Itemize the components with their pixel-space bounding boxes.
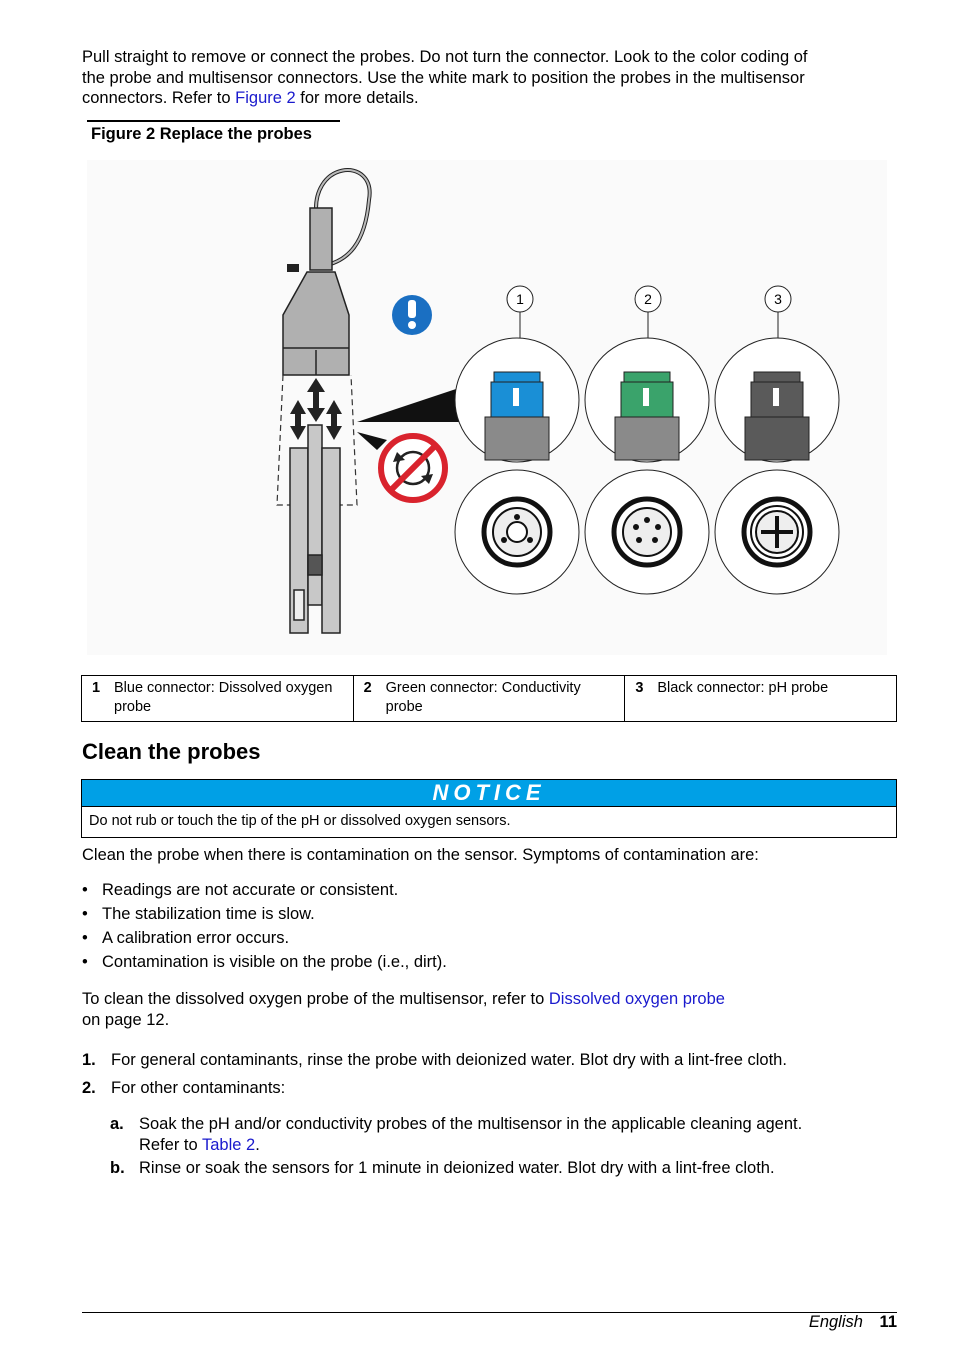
dissolved-oxygen-link[interactable]: Dissolved oxygen probe [548, 990, 725, 1008]
substep-letter: a. [110, 1115, 124, 1133]
do-ref-line-2: on page 12. [82, 1010, 170, 1029]
legend-cell-3 [625, 676, 897, 722]
sensor-stems [290, 425, 340, 633]
list-item-text: Readings are not accurate or consistent. [102, 881, 399, 899]
legend-text: Blue connector: Dissolved oxygen probe [114, 680, 333, 715]
step-text: For other contaminants: [111, 1079, 286, 1097]
table-2-link[interactable]: Table 2 [201, 1136, 256, 1154]
list-item-text: A calibration error occurs. [102, 929, 290, 947]
page-number: 11 [879, 1313, 897, 1331]
bullet-dot: • [82, 881, 88, 899]
do-reference-paragraph [82, 989, 725, 1030]
list-item [82, 880, 447, 904]
no-rotate-icon [381, 436, 445, 500]
legend-text: Green connector: Conductivity probe [385, 680, 581, 715]
page-footer [809, 1313, 897, 1332]
notice-text: Do not rub or touch the tip of the pH or dissolved oxygen sensors. [89, 813, 511, 829]
substep-ref-end: . [255, 1136, 260, 1154]
bullet-dot: • [82, 953, 88, 971]
symptoms-intro: Clean the probe when there is contamination on the sensor. Symptoms of contamination are: [82, 846, 759, 864]
substep-ref-text: Refer to [139, 1136, 202, 1154]
green-connector-side [585, 338, 709, 462]
list-item [82, 952, 447, 976]
intro-text: connectors. Refer to [82, 89, 236, 107]
footer-rule [82, 1312, 897, 1313]
figure-legend-table [81, 675, 897, 722]
intro-text-end: for more details. [295, 89, 419, 107]
probe-handle-upper [310, 208, 332, 270]
blue-connector-end [455, 470, 579, 594]
substep-text-1: Soak the pH and/or conductivity probes of the multisensor in the applicable cleaning agent. [139, 1115, 803, 1133]
legend-text: Black connector: pH probe [657, 680, 829, 696]
bullet-dot: • [82, 905, 88, 923]
step-text: For general contaminants, rinse the probe with deionized water. Blot dry with a lint-free cloth. [111, 1051, 787, 1069]
intro-line-3 [82, 88, 902, 109]
figure-rule [87, 120, 340, 122]
footer-language: English [808, 1313, 863, 1331]
list-item [82, 904, 447, 928]
bullet-dot: • [82, 929, 88, 947]
legend-num: 3 [635, 680, 644, 696]
do-ref-line-1 [82, 989, 725, 1010]
list-item-text: Contamination is visible on the probe (i.e., dirt). [102, 953, 447, 971]
zoom-wedge [357, 388, 459, 422]
legend-cell-2 [353, 676, 625, 722]
intro-paragraph [82, 47, 902, 109]
legend-num: 1 [92, 680, 101, 696]
figure-illustration [87, 160, 887, 655]
step-number: 2. [82, 1079, 96, 1097]
probe-clip [287, 264, 299, 272]
section-heading: Clean the probes [82, 739, 261, 764]
intro-line-1: Pull straight to remove or connect the probes. Do not turn the connector. Look to the color coding of [82, 48, 808, 66]
warning-exclamation-icon [392, 295, 432, 335]
step-number: 1. [82, 1051, 96, 1069]
notice-box [81, 779, 897, 838]
black-connector-end [715, 470, 839, 594]
substep-text: Rinse or soak the sensors for 1 minute in deionized water. Blot dry with a lint-free cloth. [139, 1159, 775, 1177]
substep-text-2 [139, 1135, 260, 1156]
green-connector-end [585, 470, 709, 594]
list-item [82, 928, 447, 952]
callout-label-1: 1 [516, 291, 524, 307]
substep-letter: b. [110, 1159, 125, 1177]
callout-label-3: 3 [774, 291, 782, 307]
list-item-text: The stabilization time is slow. [102, 905, 315, 923]
figure-caption: Figure 2 Replace the probes [91, 125, 312, 143]
notice-label: NOTICE [82, 780, 896, 807]
blue-connector-side [455, 338, 579, 462]
legend-cell-1 [82, 676, 354, 722]
figure-2-link[interactable]: Figure 2 [235, 89, 296, 107]
table-row [82, 676, 897, 722]
callout-label-2: 2 [644, 291, 652, 307]
zoom-wedge-small [357, 432, 387, 450]
replace-probes-diagram [87, 160, 887, 655]
intro-line-2: the probe and multisensor connectors. Use the white mark to position the probes in the multisensor [82, 68, 805, 87]
legend-num: 2 [363, 680, 372, 696]
symptoms-list [82, 880, 447, 976]
do-ref-text: To clean the dissolved oxygen probe of the multisensor, refer to [82, 990, 549, 1008]
black-connector-side [715, 338, 839, 462]
